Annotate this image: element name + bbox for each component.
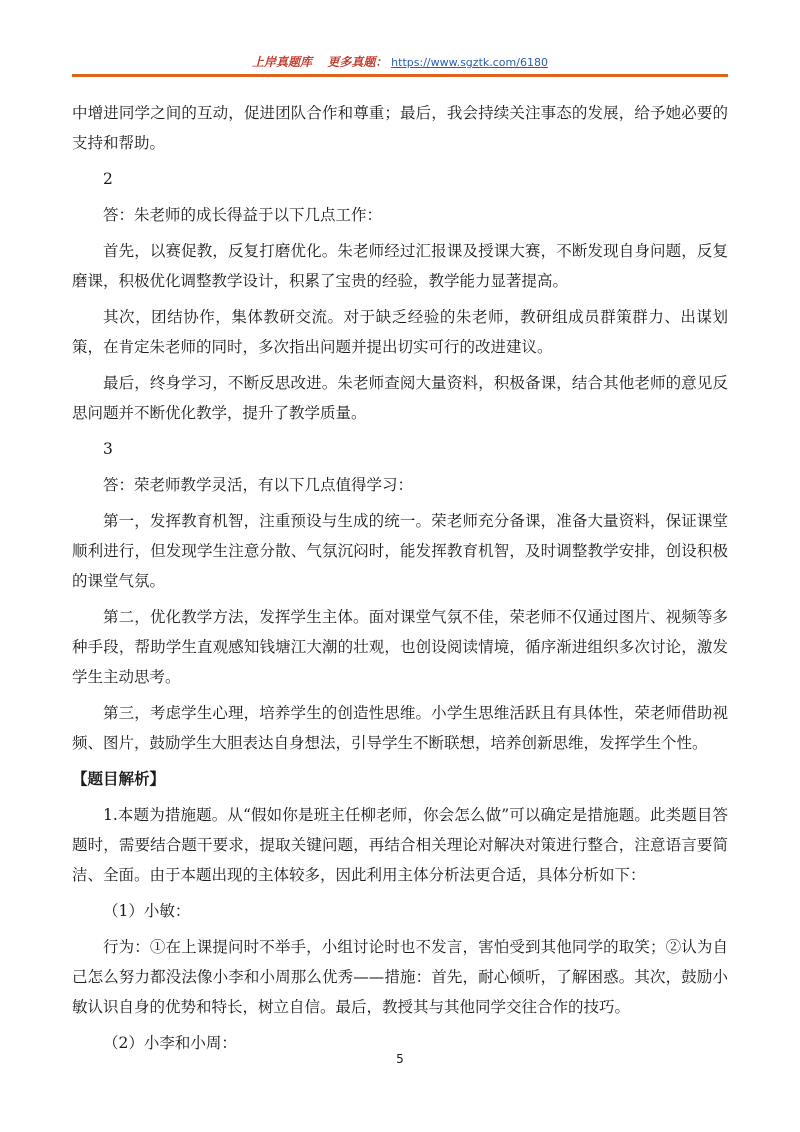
paragraph: 中增进同学之间的互动，促进团队合作和尊重；最后，我会持续关注事态的发展，给予她必要的支持和帮助。 — [72, 104, 728, 152]
paragraph: 第一，发挥教育机智，注重预设与生成的统一。荣老师充分备课，准备大量资料，保证课堂顺利进行，但发现学生注意分散、气氛沉闷时，能发挥教育机智，及时调整教学安排，创设积极的课堂气氛。 — [72, 512, 728, 590]
paragraph: 答：荣老师教学灵活，有以下几点值得学习： — [103, 476, 414, 494]
page-number: 5 — [396, 1052, 404, 1066]
paragraph: 行为：①在上课提问时不举手，小组讨论时也不发言，害怕受到其他同学的取笑；②认为自己怎么努力都没法像小李和小周那么优秀——措施：首先，耐心倾听，了解困惑。其次，鼓励小敏认识自身的优势和特长，树立自信。最后，教授其与其他同学交往合作的技巧。 — [72, 938, 728, 1016]
paragraph: 1.本题为措施题。从“假如你是班主任柳老师，你会怎么做”可以确定是措施题。此类题目答题时，需要结合题干要求，提取关键问题，再结合相关理论对解决对策进行整合，注意语言要简洁、全面。由于本题出现的主体较多，因此利用主体分析法更合适，具体分析如下： — [72, 806, 728, 884]
paragraph: 首先，以赛促教，反复打磨优化。朱老师经过汇报课及授课大赛，不断发现自身问题，反复磨课，积极优化调整教学设计，积累了宝贵的经验，教学能力显著提高。 — [72, 242, 728, 290]
header-more-label: 更多真题： — [327, 55, 388, 69]
paragraph: 3 — [103, 440, 113, 458]
section-heading: 【题目解析】 — [72, 769, 166, 788]
header-brand: 上岸真题库 — [252, 55, 313, 69]
paragraph: 其次，团结协作，集体教研交流。对于缺乏经验的朱老师，教研组成员群策群力、出谋划策，在肯定朱老师的同时，多次指出问题并提出切实可行的改进建议。 — [72, 308, 728, 356]
paragraph: 2 — [103, 170, 113, 188]
paragraph: 答：朱老师的成长得益于以下几点工作： — [103, 206, 383, 224]
document-body — [72, 98, 728, 1064]
paragraph: 第三，考虑学生心理，培养学生的创造性思维。小学生思维活跃且有具体性，荣老师借助视频、图片，鼓励学生大胆表达自身想法，引导学生不断联想，培养创新思维，发挥学生个性。 — [72, 704, 728, 752]
header-divider — [72, 74, 728, 77]
paragraph: 最后，终身学习，不断反思改进。朱老师查阅大量资料，积极备课，结合其他老师的意见反思问题并不断优化教学，提升了教学质量。 — [72, 374, 728, 422]
paragraph: （1）小敏： — [103, 902, 191, 920]
header-url-link[interactable]: https://www.sgztk.com/6180 — [391, 56, 548, 69]
paragraph: 第二，优化教学方法，发挥学生主体。面对课堂气氛不佳，荣老师不仅通过图片、视频等多种手段，帮助学生直观感知钱塘江大潮的壮观，也创设阅读情境，循序渐进组织多次讨论，激发学生主动思考。 — [72, 608, 728, 686]
paragraph: （2）小李和小周： — [103, 1034, 237, 1052]
